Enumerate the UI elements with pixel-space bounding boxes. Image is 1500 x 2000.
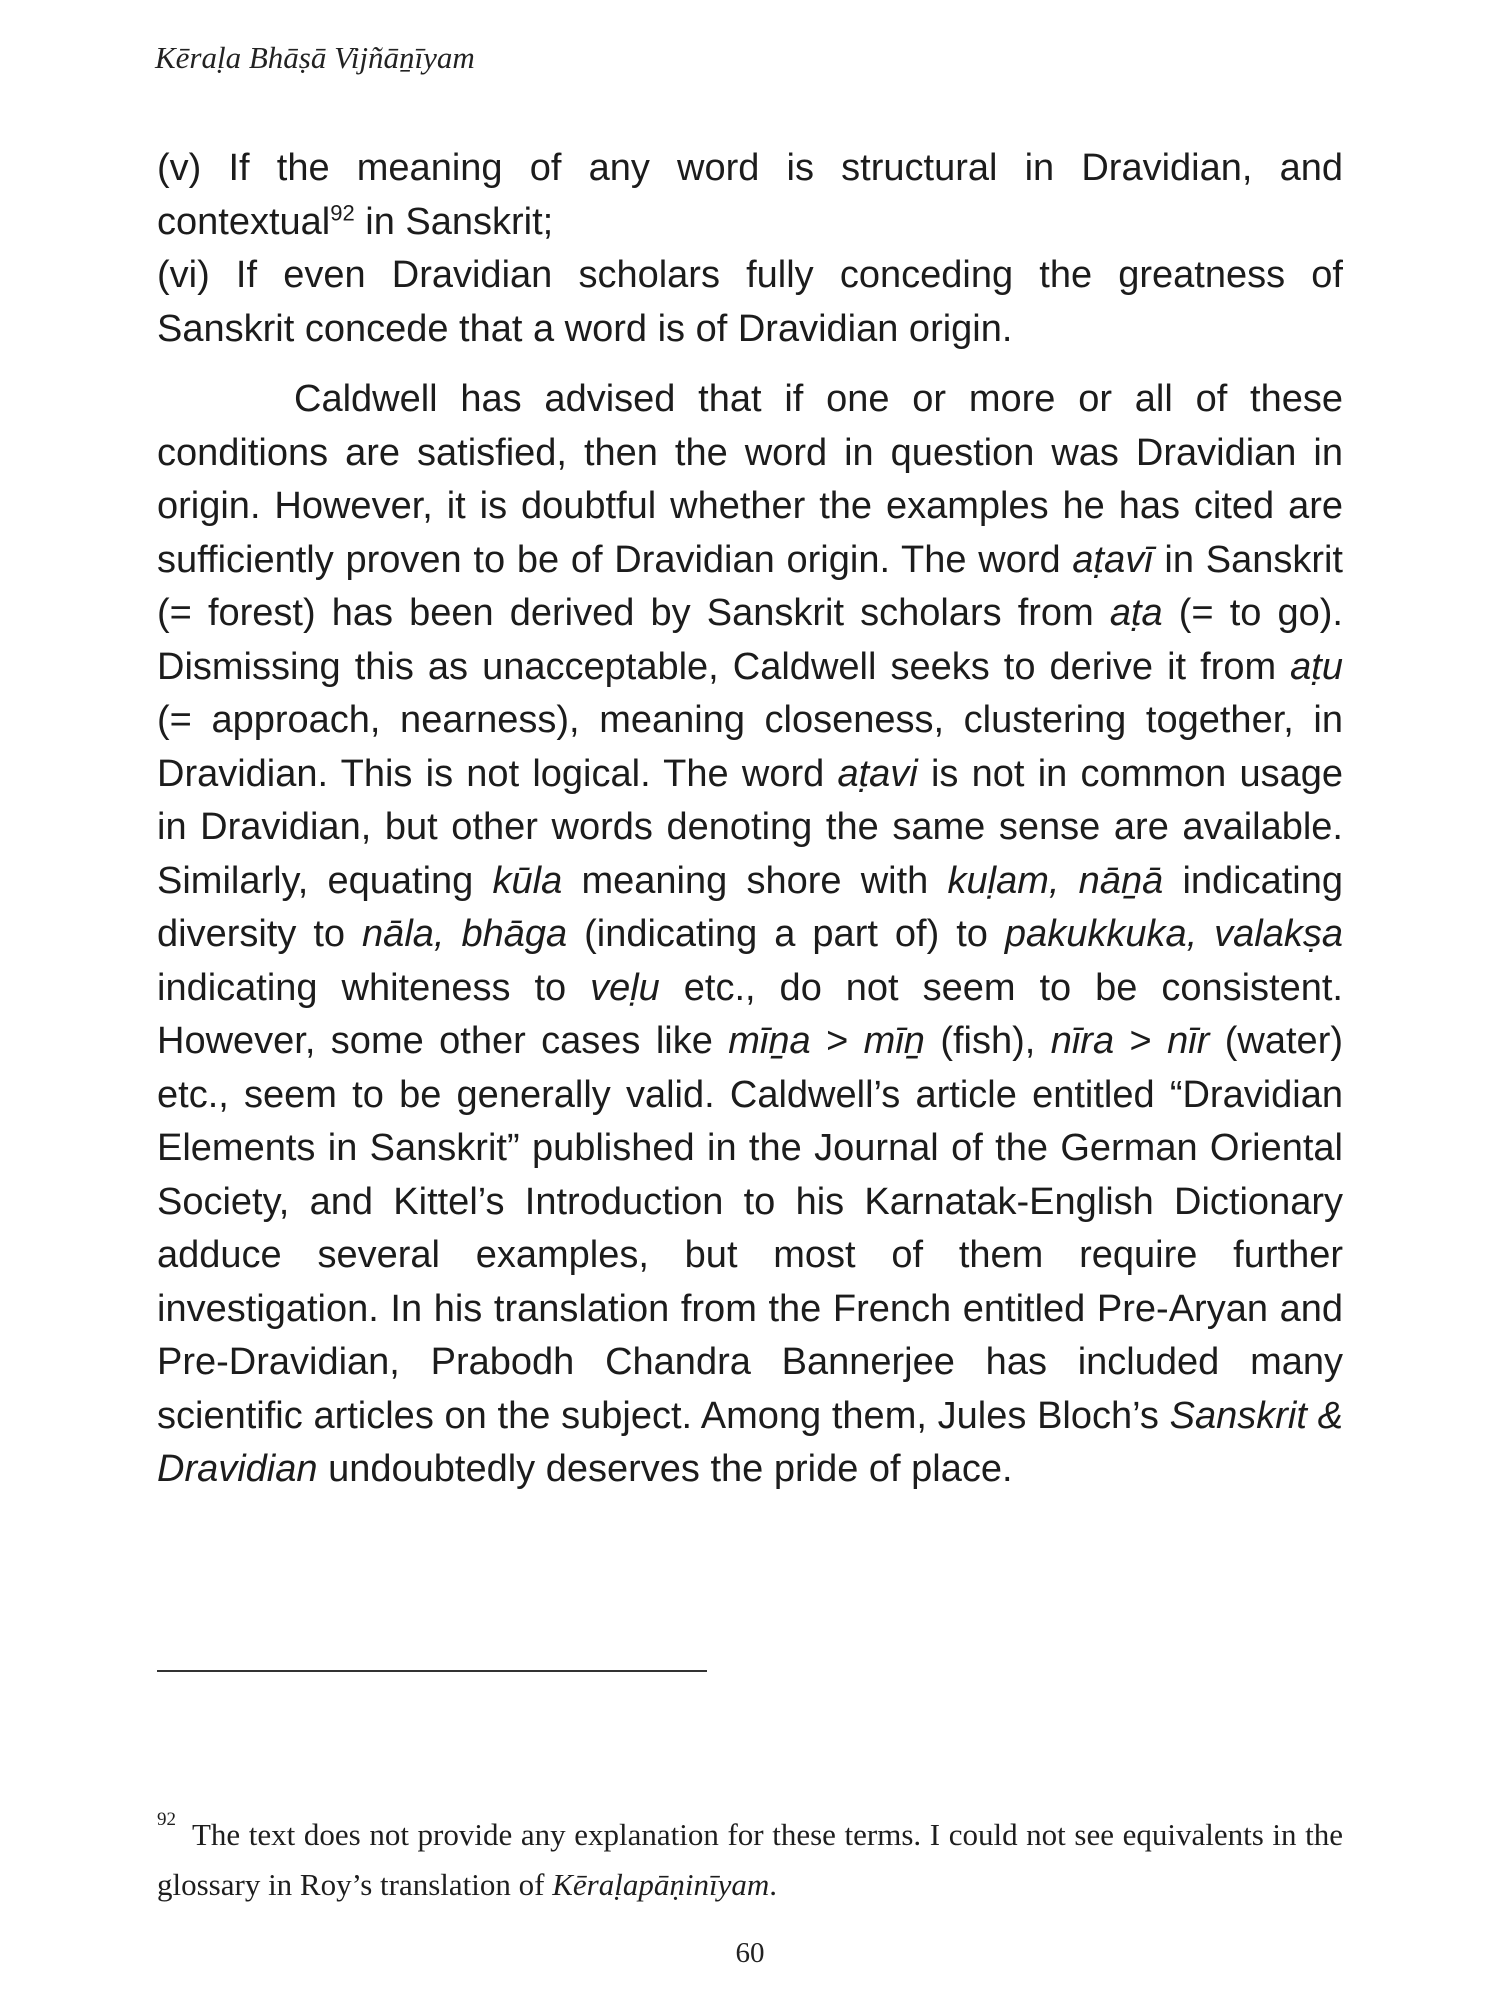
text-run: etc., do not seem to be consistent. However, some other cases like <box>157 966 1343 1062</box>
running-head: Kēraḷa Bhāṣā Vijñāṉīyam <box>155 40 475 75</box>
text-run: > <box>1114 1020 1168 1062</box>
condition-v <box>157 142 1343 249</box>
footnote-end: . <box>769 1867 777 1902</box>
italic-term: nīr <box>1167 1020 1210 1062</box>
italic-term: pakukkuka, valakṣa <box>1004 913 1343 955</box>
footnote-ref: 92 <box>330 199 355 225</box>
text-run: (= to go). Dismissing this as unacceptable, Caldwell seeks to derive it from <box>157 592 1343 688</box>
footnote <box>157 1809 1343 1907</box>
text-run: undoubtedly deserves the pride of place. <box>317 1448 1013 1490</box>
body-paragraph <box>157 373 1343 1497</box>
condition-vi: (vi) If even Dravidian scholars fully conceding the greatness of Sanskrit concede that a word is of Dravidian origin. <box>157 254 1343 350</box>
italic-term: nīra <box>1050 1020 1115 1062</box>
footnote-title: Kēraḷapāṇinīyam <box>552 1867 770 1902</box>
italic-term: kūla <box>492 859 563 902</box>
italic-book-title: Sanskrit & Dravidian <box>157 1394 1343 1490</box>
italic-term: veḷu <box>590 966 660 1009</box>
italic-term: aṭavi <box>837 752 918 795</box>
italic-term: nāla, bhāga <box>362 913 568 955</box>
text-run: indicating whiteness to <box>157 966 591 1009</box>
text-run: (indicating a part of) to <box>567 913 1005 955</box>
text-run: (fish), <box>924 1020 1051 1062</box>
footnote-text: The text does not provide any explanation for these terms. I could not see equivalents in the glossary in Roy’s translation of <box>157 1817 1343 1902</box>
italic-term: mīṉ <box>863 1020 925 1062</box>
text-run: indicating diversity to <box>157 859 1344 955</box>
text-run: Caldwell has advised that if one or more or all of these conditions are satisfied, then the word in question was Dravidian in origin. However, it is doubtful whether the examples he has cited are sufficiently proven to be of Dravidian origin. The word <box>157 378 1343 581</box>
text-run: (water) etc., seem to be generally valid. Caldwell’s article entitled “Dravidian Elements in Sanskrit” published in the Journal of the German Oriental Society, and Kittel’s Introduction to his Karnatak-English Dictionary adduce several examples, but most of them require further investigation. In his translation from the French entitled Pre-Aryan and Pre-Dravidian, Prabodh Chandra Bannerjee has included many scientific articles on the subject. Among them, Jules Bloch’s <box>157 1020 1343 1437</box>
italic-term: kuḷam, nāṉā <box>947 859 1164 902</box>
text-run: (= approach, nearness), meaning closeness, clustering together, in Dravidian. This is not logical. The word <box>157 699 1343 795</box>
text-run: is not in common usage in Dravidian, but other words denoting the same sense are available. Similarly, equating <box>157 752 1343 902</box>
italic-term: aṭu <box>1290 645 1343 688</box>
italic-term: aṭavī <box>1072 538 1153 581</box>
italic-term: aṭa <box>1109 592 1163 634</box>
footnote-divider <box>157 1670 707 1672</box>
footnote-number: 92 <box>157 1809 176 1830</box>
condition-v-end: in Sanskrit; <box>354 200 554 243</box>
text-run: > <box>810 1020 864 1062</box>
text-run: in Sanskrit (= forest) has been derived by Sanskrit scholars from <box>157 538 1343 634</box>
page-number: 60 <box>735 1937 765 1969</box>
condition-v-text: (v) If the meaning of any word is structural in Dravidian, and contextual <box>157 147 1343 243</box>
footnote-body <box>157 1809 192 1852</box>
text-run: meaning shore with <box>562 859 948 902</box>
main-text <box>157 142 1343 1497</box>
italic-term: mīṉa <box>728 1020 811 1062</box>
